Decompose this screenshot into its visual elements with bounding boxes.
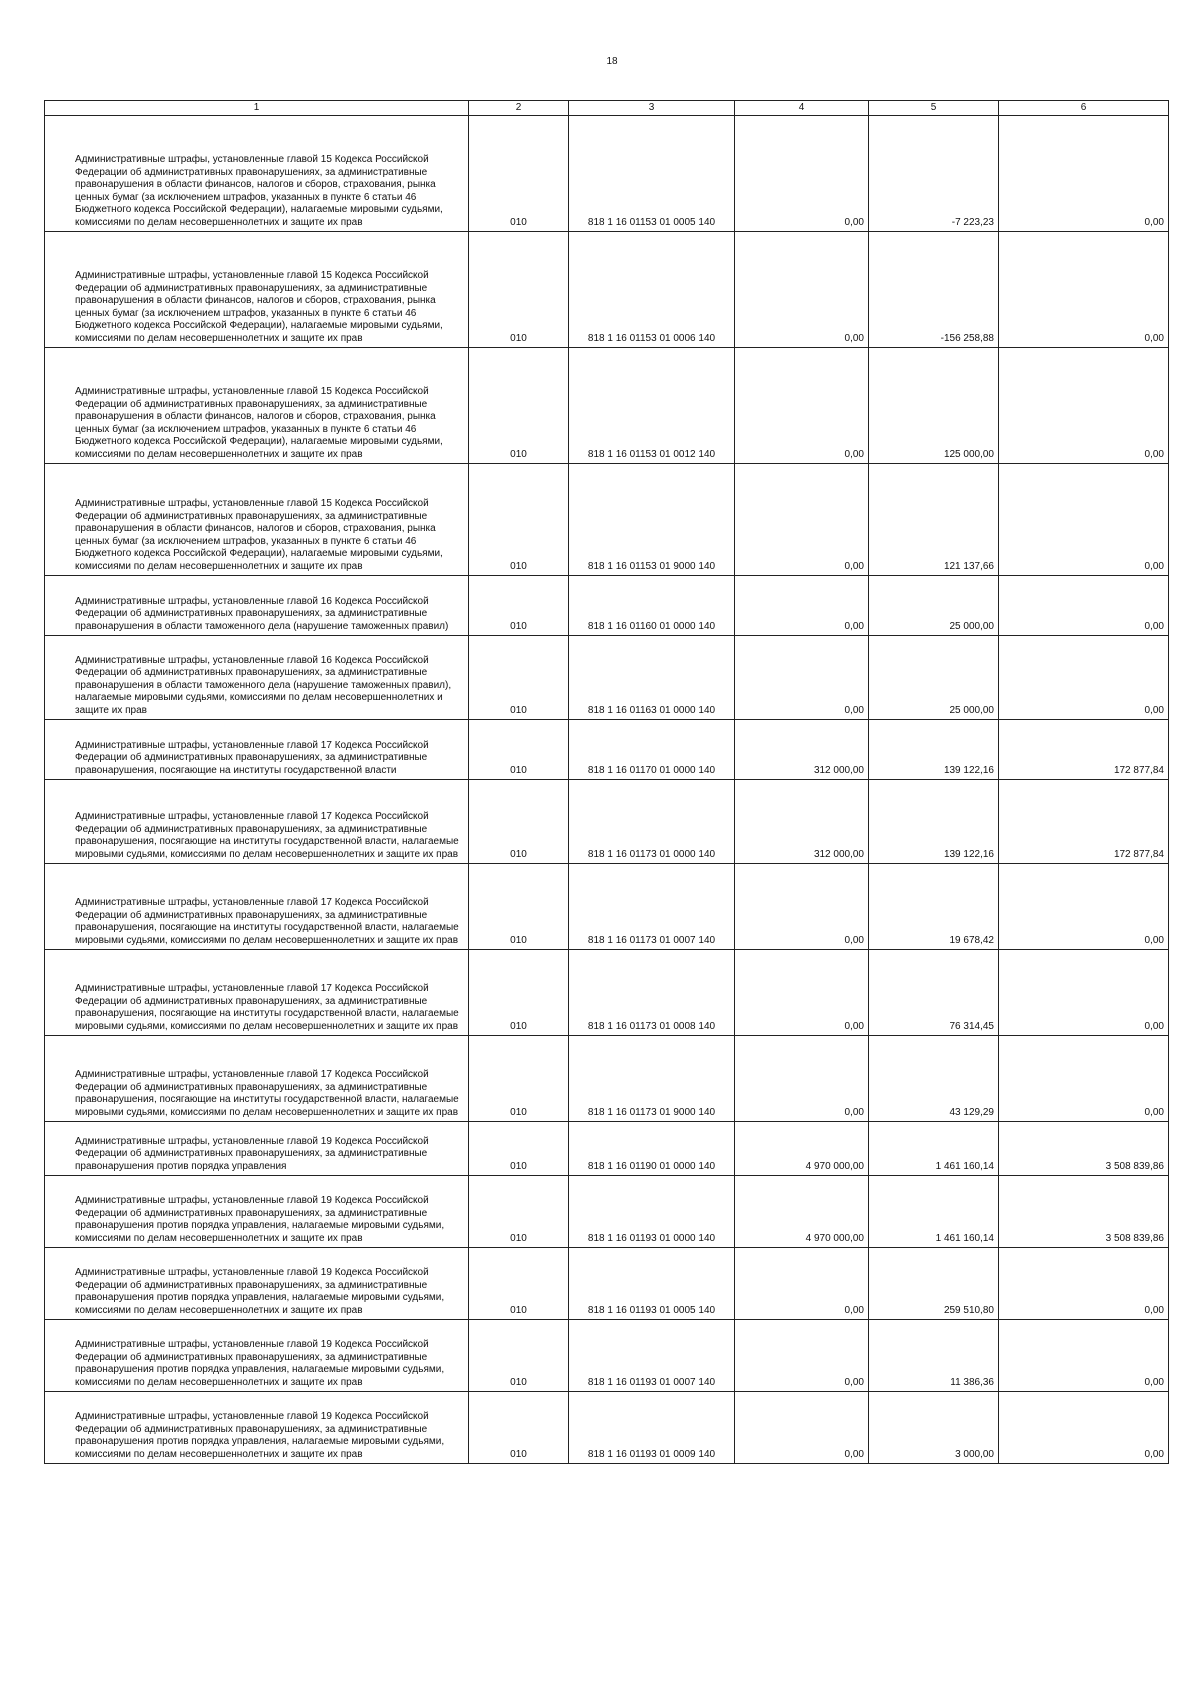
executed-amount: 125 000,00 — [869, 348, 999, 464]
line-code: 010 — [469, 1176, 569, 1248]
table-row — [45, 1320, 1169, 1392]
row-description: Административные штрафы, установленные главой 17 Кодекса Российской Федерации об административных правонарушениях, за административные правонарушения, посягающие на институты государственной власти, налагаемые мировыми судьями, комиссиями по делам несовершеннолетних и защите их прав — [45, 1036, 469, 1122]
line-code: 010 — [469, 1248, 569, 1320]
table-row — [45, 720, 1169, 780]
executed-amount: 25 000,00 — [869, 636, 999, 720]
executed-amount: 76 314,45 — [869, 950, 999, 1036]
budget-classification-code: 818 1 16 01153 01 9000 140 — [569, 464, 735, 576]
table-row — [45, 950, 1169, 1036]
table-row — [45, 1036, 1169, 1122]
row-description: Административные штрафы, установленные главой 19 Кодекса Российской Федерации об административных правонарушениях, за административные правонарушения против порядка управления, налагаемые мировыми судьями, комиссиями по делам несовершеннолетних и защите их прав — [45, 1320, 469, 1392]
unexecuted-amount: 0,00 — [999, 1392, 1169, 1464]
unexecuted-amount: 0,00 — [999, 1320, 1169, 1392]
approved-amount: 0,00 — [735, 464, 869, 576]
table-row — [45, 576, 1169, 636]
row-description: Административные штрафы, установленные главой 16 Кодекса Российской Федерации об административных правонарушениях, за административные правонарушения в области таможенного дела (нарушение таможенных правил) — [45, 576, 469, 636]
table-row — [45, 464, 1169, 576]
executed-amount: 11 386,36 — [869, 1320, 999, 1392]
page-number: 18 — [606, 56, 618, 67]
executed-amount: 139 122,16 — [869, 780, 999, 864]
row-description: Административные штрафы, установленные главой 19 Кодекса Российской Федерации об административных правонарушениях, за административные правонарушения против порядка управления, налагаемые мировыми судьями, комиссиями по делам несовершеннолетних и защите их прав — [45, 1176, 469, 1248]
executed-amount: 25 000,00 — [869, 576, 999, 636]
table-row — [45, 116, 1169, 232]
row-description: Административные штрафы, установленные главой 15 Кодекса Российской Федерации об административных правонарушениях, за административные правонарушения в области финансов, налогов и сборов, страхования, рынка ценных бумаг (за исключением штрафов, указанных в пункте 6 статьи 46 Бюджетного кодекса Российской Федерации), налагаемые мировыми судьями, комиссиями по делам несовершеннолетних и защите их прав — [45, 464, 469, 576]
approved-amount: 312 000,00 — [735, 780, 869, 864]
executed-amount: 121 137,66 — [869, 464, 999, 576]
approved-amount: 0,00 — [735, 636, 869, 720]
table-body — [45, 116, 1169, 1464]
row-description: Административные штрафы, установленные главой 17 Кодекса Российской Федерации об административных правонарушениях, за административные правонарушения, посягающие на институты государственной власти, налагаемые мировыми судьями, комиссиями по делам несовершеннолетних и защите их прав — [45, 864, 469, 950]
line-code: 010 — [469, 232, 569, 348]
budget-classification-code: 818 1 16 01193 01 0000 140 — [569, 1176, 735, 1248]
unexecuted-amount: 0,00 — [999, 1248, 1169, 1320]
approved-amount: 0,00 — [735, 1248, 869, 1320]
approved-amount: 0,00 — [735, 348, 869, 464]
line-code: 010 — [469, 720, 569, 780]
row-description: Административные штрафы, установленные главой 15 Кодекса Российской Федерации об административных правонарушениях, за административные правонарушения в области финансов, налогов и сборов, страхования, рынка ценных бумаг (за исключением штрафов, указанных в пункте 6 статьи 46 Бюджетного кодекса Российской Федерации), налагаемые мировыми судьями, комиссиями по делам несовершеннолетних и защите их прав — [45, 116, 469, 232]
column-header: 5 — [869, 101, 999, 116]
unexecuted-amount: 172 877,84 — [999, 780, 1169, 864]
budget-classification-code: 818 1 16 01153 01 0005 140 — [569, 116, 735, 232]
approved-amount: 4 970 000,00 — [735, 1176, 869, 1248]
row-description: Административные штрафы, установленные главой 15 Кодекса Российской Федерации об административных правонарушениях, за административные правонарушения в области финансов, налогов и сборов, страхования, рынка ценных бумаг (за исключением штрафов, указанных в пункте 6 статьи 46 Бюджетного кодекса Российской Федерации), налагаемые мировыми судьями, комиссиями по делам несовершеннолетних и защите их прав — [45, 348, 469, 464]
unexecuted-amount: 0,00 — [999, 116, 1169, 232]
approved-amount: 0,00 — [735, 1320, 869, 1392]
approved-amount: 0,00 — [735, 232, 869, 348]
table-row — [45, 232, 1169, 348]
unexecuted-amount: 0,00 — [999, 1036, 1169, 1122]
line-code: 010 — [469, 1320, 569, 1392]
table-row — [45, 1248, 1169, 1320]
budget-classification-code: 818 1 16 01153 01 0006 140 — [569, 232, 735, 348]
executed-amount: 43 129,29 — [869, 1036, 999, 1122]
approved-amount: 0,00 — [735, 1392, 869, 1464]
table-row — [45, 864, 1169, 950]
line-code: 010 — [469, 864, 569, 950]
executed-amount: -156 258,88 — [869, 232, 999, 348]
row-description: Административные штрафы, установленные главой 17 Кодекса Российской Федерации об административных правонарушениях, за административные правонарушения, посягающие на институты государственной власти, налагаемые мировыми судьями, комиссиями по делам несовершеннолетних и защите их прав — [45, 780, 469, 864]
unexecuted-amount: 0,00 — [999, 464, 1169, 576]
budget-classification-code: 818 1 16 01193 01 0007 140 — [569, 1320, 735, 1392]
budget-classification-code: 818 1 16 01173 01 9000 140 — [569, 1036, 735, 1122]
unexecuted-amount: 0,00 — [999, 950, 1169, 1036]
table-row — [45, 1392, 1169, 1464]
executed-amount: 19 678,42 — [869, 864, 999, 950]
column-header: 6 — [999, 101, 1169, 116]
budget-classification-code: 818 1 16 01160 01 0000 140 — [569, 576, 735, 636]
table-row — [45, 1122, 1169, 1176]
unexecuted-amount: 0,00 — [999, 636, 1169, 720]
row-description: Административные штрафы, установленные главой 17 Кодекса Российской Федерации об административных правонарушениях, за административные правонарушения, посягающие на институты государственной власти — [45, 720, 469, 780]
unexecuted-amount: 0,00 — [999, 576, 1169, 636]
approved-amount: 0,00 — [735, 864, 869, 950]
approved-amount: 0,00 — [735, 1036, 869, 1122]
line-code: 010 — [469, 348, 569, 464]
executed-amount: 1 461 160,14 — [869, 1176, 999, 1248]
budget-classification-code: 818 1 16 01190 01 0000 140 — [569, 1122, 735, 1176]
line-code: 010 — [469, 1036, 569, 1122]
budget-classification-code: 818 1 16 01163 01 0000 140 — [569, 636, 735, 720]
column-number-row — [45, 101, 1169, 116]
column-header: 2 — [469, 101, 569, 116]
table-row — [45, 348, 1169, 464]
column-header: 3 — [569, 101, 735, 116]
table-row — [45, 636, 1169, 720]
row-description: Административные штрафы, установленные главой 19 Кодекса Российской Федерации об административных правонарушениях, за административные правонарушения против порядка управления, налагаемые мировыми судьями, комиссиями по делам несовершеннолетних и защите их прав — [45, 1248, 469, 1320]
row-description: Административные штрафы, установленные главой 15 Кодекса Российской Федерации об административных правонарушениях, за административные правонарушения в области финансов, налогов и сборов, страхования, рынка ценных бумаг (за исключением штрафов, указанных в пункте 6 статьи 46 Бюджетного кодекса Российской Федерации), налагаемые мировыми судьями, комиссиями по делам несовершеннолетних и защите их прав — [45, 232, 469, 348]
unexecuted-amount: 3 508 839,86 — [999, 1176, 1169, 1248]
budget-classification-code: 818 1 16 01170 01 0000 140 — [569, 720, 735, 780]
approved-amount: 312 000,00 — [735, 720, 869, 780]
revenue-table — [44, 100, 1169, 1464]
table-row — [45, 780, 1169, 864]
column-header: 1 — [45, 101, 469, 116]
row-description: Административные штрафы, установленные главой 16 Кодекса Российской Федерации об административных правонарушениях, за административные правонарушения в области таможенного дела (нарушение таможенных правил), налагаемые мировыми судьями, комиссиями по делам несовершеннолетних и защите их прав — [45, 636, 469, 720]
unexecuted-amount: 0,00 — [999, 232, 1169, 348]
budget-classification-code: 818 1 16 01173 01 0007 140 — [569, 864, 735, 950]
row-description: Административные штрафы, установленные главой 17 Кодекса Российской Федерации об административных правонарушениях, за административные правонарушения, посягающие на институты государственной власти, налагаемые мировыми судьями, комиссиями по делам несовершеннолетних и защите их прав — [45, 950, 469, 1036]
line-code: 010 — [469, 464, 569, 576]
executed-amount: 139 122,16 — [869, 720, 999, 780]
row-description: Административные штрафы, установленные главой 19 Кодекса Российской Федерации об административных правонарушениях, за административные правонарушения против порядка управления — [45, 1122, 469, 1176]
line-code: 010 — [469, 950, 569, 1036]
unexecuted-amount: 0,00 — [999, 348, 1169, 464]
budget-classification-code: 818 1 16 01193 01 0005 140 — [569, 1248, 735, 1320]
column-header: 4 — [735, 101, 869, 116]
approved-amount: 0,00 — [735, 950, 869, 1036]
executed-amount: -7 223,23 — [869, 116, 999, 232]
approved-amount: 0,00 — [735, 576, 869, 636]
row-description: Административные штрафы, установленные главой 19 Кодекса Российской Федерации об административных правонарушениях, за административные правонарушения против порядка управления, налагаемые мировыми судьями, комиссиями по делам несовершеннолетних и защите их прав — [45, 1392, 469, 1464]
executed-amount: 1 461 160,14 — [869, 1122, 999, 1176]
budget-classification-code: 818 1 16 01153 01 0012 140 — [569, 348, 735, 464]
line-code: 010 — [469, 780, 569, 864]
executed-amount: 259 510,80 — [869, 1248, 999, 1320]
budget-classification-code: 818 1 16 01173 01 0000 140 — [569, 780, 735, 864]
unexecuted-amount: 172 877,84 — [999, 720, 1169, 780]
budget-classification-code: 818 1 16 01193 01 0009 140 — [569, 1392, 735, 1464]
table-row — [45, 1176, 1169, 1248]
unexecuted-amount: 0,00 — [999, 864, 1169, 950]
line-code: 010 — [469, 636, 569, 720]
unexecuted-amount: 3 508 839,86 — [999, 1122, 1169, 1176]
approved-amount: 0,00 — [735, 116, 869, 232]
line-code: 010 — [469, 1122, 569, 1176]
line-code: 010 — [469, 116, 569, 232]
budget-classification-code: 818 1 16 01173 01 0008 140 — [569, 950, 735, 1036]
line-code: 010 — [469, 576, 569, 636]
line-code: 010 — [469, 1392, 569, 1464]
executed-amount: 3 000,00 — [869, 1392, 999, 1464]
approved-amount: 4 970 000,00 — [735, 1122, 869, 1176]
